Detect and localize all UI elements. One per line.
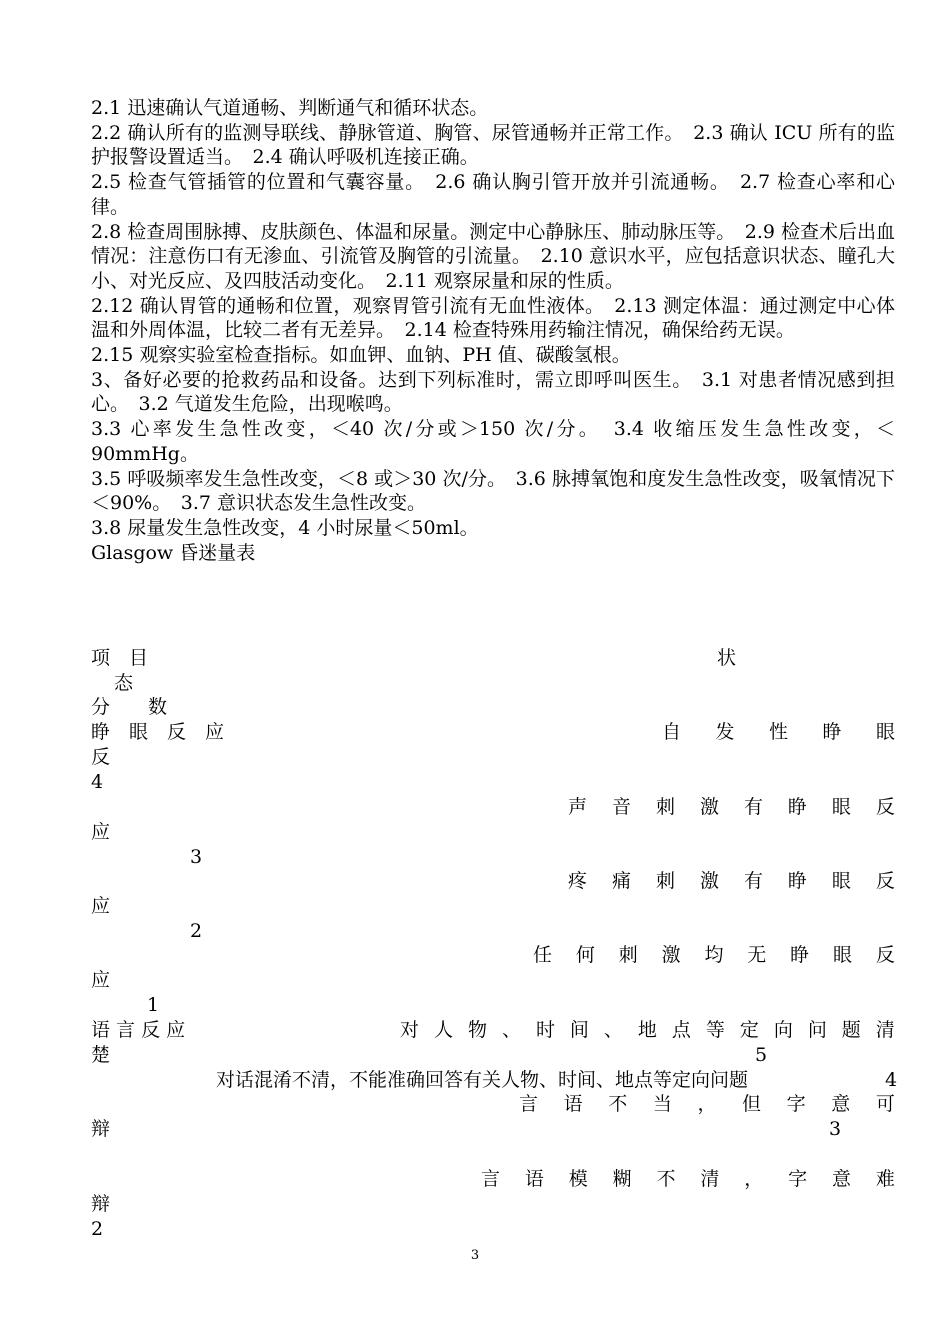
header-item: 项 目 (91, 647, 149, 669)
char: 激 (699, 796, 719, 818)
verbal-category: 语 言 反 应 (91, 1019, 186, 1041)
char: 刺 (618, 944, 638, 966)
eye-option-3-wrap: 应 (91, 895, 111, 917)
char: 反 (875, 870, 895, 892)
char: 字 (788, 1168, 808, 1190)
verbal-option-2-score: 4 (885, 1069, 898, 1091)
char: 睁 (822, 721, 842, 743)
eye-option-2-wrap: 应 (91, 821, 111, 843)
eye-option-1 (662, 720, 895, 744)
char: 发 (715, 721, 735, 743)
paragraph: 3.5 呼吸频率发生急性改变，＜8 或＞30 次/分。 3.6 脉搏氧饱和度发生急性改变，吸氧情况下＜90%。 3.7 意识状态发生急性改变。 (91, 467, 895, 515)
body-text (91, 96, 895, 565)
char: 有 (743, 796, 763, 818)
char: 不 (656, 1168, 676, 1190)
verbal-option-3 (519, 1092, 895, 1116)
eye-option-2-score: 3 (190, 846, 203, 868)
char: 眼 (875, 721, 895, 743)
eye-option-1-wrap: 反 (91, 746, 111, 768)
header-score: 分 数 (91, 696, 168, 718)
char: 眼 (833, 944, 853, 966)
eye-option-3 (568, 869, 895, 893)
verbal-option-4-wrap: 辩 (91, 1193, 111, 1215)
header-status-wrap: 态 (114, 672, 134, 694)
char: 糊 (612, 1168, 632, 1190)
verbal-option-2: 对话混淆不清，不能准确回答有关人物、时间、地点等定向问题 (216, 1069, 749, 1091)
char: 语 (524, 1168, 544, 1190)
paragraph: 3.3 心率发生急性改变，＜40 次/分或＞150 次/分。 3.4 收缩压发生急性改变，＜90mmHg。 (91, 418, 895, 465)
char: 言 (519, 1093, 539, 1115)
char: 清 (875, 1019, 895, 1041)
paragraph: 2.1 迅速确认气道通畅、判断通气和循环状态。 (91, 97, 489, 119)
char: 眼 (831, 796, 851, 818)
char: 眼 (831, 870, 851, 892)
char: 刺 (655, 870, 675, 892)
page-number: 3 (470, 1248, 480, 1263)
char: 有 (743, 870, 763, 892)
char: 意 (832, 1168, 852, 1190)
header-status: 状 (717, 647, 737, 669)
char: 时 (535, 1019, 555, 1041)
char: 字 (786, 1093, 806, 1115)
char: 疼 (568, 870, 588, 892)
paragraph: 3.8 尿量发生急性改变，4 小时尿量＜50ml。 (91, 516, 479, 539)
char: 当 (652, 1093, 672, 1115)
char: 睁 (787, 870, 807, 892)
char: 向 (773, 1019, 793, 1041)
char: 意 (831, 1093, 851, 1115)
char: ， (697, 1093, 717, 1115)
eye-option-4 (533, 943, 895, 967)
char: 间 (569, 1019, 589, 1041)
paragraph: 2.2 确认所有的监测导联线、静脉管道、胸管、尿管通畅并正常工作。 2.3 确认 ICU 所有的监护报警设置适当。 2.4 确认呼吸机连接正确。 (91, 121, 895, 169)
char: 模 (568, 1168, 588, 1190)
char: ， (744, 1168, 764, 1190)
char: 可 (875, 1093, 895, 1115)
char: 、 (603, 1019, 623, 1041)
char: 语 (563, 1093, 583, 1115)
char: 声 (568, 796, 588, 818)
char: 反 (875, 944, 895, 966)
char: 物 (467, 1019, 487, 1041)
eye-option-2 (568, 795, 895, 819)
char: 睁 (787, 796, 807, 818)
char: 自 (662, 721, 682, 743)
verbal-option-4 (481, 1167, 895, 1191)
char: 不 (608, 1093, 628, 1115)
char: 地 (637, 1019, 657, 1041)
table-caption: Glasgow 昏迷量表 (91, 541, 256, 564)
paragraph: 2.8 检查周围脉搏、皮肤颜色、体温和尿量。测定中心静脉压、肺动脉压等。 2.9 检查术后出血情况：注意伤口有无渗血、引流管及胸管的引流量。 2.10 意识水平，应包括意识状态、瞳孔大小、对光反应、及四肢活动变化。 2.11 观察尿量和尿的性质。 (91, 220, 896, 292)
paragraph: 2.15 观察实验室检查指标。如血钾、血钠、PH 值、碳酸氢根。 (91, 344, 631, 367)
char: 性 (768, 721, 788, 743)
char: 清 (700, 1168, 720, 1190)
char: 何 (575, 944, 595, 966)
paragraph: 3、备好必要的抢救药品和设备。达到下列标准时，需立即呼叫医生。 3.1 对患者情况感到担心。 3.2 气道发生危险，出现喉鸣。 (91, 368, 895, 416)
char: 定 (739, 1019, 759, 1041)
verbal-option-4-score: 2 (91, 1218, 104, 1240)
char: 刺 (655, 796, 675, 818)
char: 无 (747, 944, 767, 966)
char: 任 (533, 944, 553, 966)
char: 激 (661, 944, 681, 966)
char: 激 (699, 870, 719, 892)
verbal-option-1 (400, 1018, 895, 1042)
eye-option-3-score: 2 (190, 920, 203, 942)
char: 对 (400, 1019, 420, 1041)
char: 等 (705, 1019, 725, 1041)
char: 睁 (790, 944, 810, 966)
eye-option-4-score: 1 (147, 994, 160, 1016)
paragraph: 2.12 确认胃管的通畅和位置，观察胃管引流有无血性液体。 2.13 测定体温：通过测定中心体温和外周体温，比较二者有无差异。 2.14 检查特殊用药输注情况，确保给药无误。 (91, 294, 895, 342)
verbal-option-3-score: 3 (829, 1118, 842, 1140)
eye-option-1-score: 4 (91, 771, 104, 793)
char: 、 (501, 1019, 521, 1041)
verbal-option-1-wrap: 楚 (91, 1044, 111, 1066)
verbal-option-1-score: 5 (755, 1044, 768, 1066)
verbal-option-3-wrap: 辩 (91, 1118, 111, 1140)
char: 音 (611, 796, 631, 818)
char: 题 (841, 1019, 861, 1041)
char: 点 (671, 1019, 691, 1041)
char: 言 (481, 1168, 501, 1190)
eye-option-4-wrap: 应 (91, 969, 111, 991)
char: 但 (742, 1093, 762, 1115)
char: 人 (433, 1019, 453, 1041)
char: 难 (875, 1168, 895, 1190)
eye-category: 睁 眼 反 应 (91, 721, 225, 743)
char: 均 (704, 944, 724, 966)
char: 反 (875, 796, 895, 818)
paragraph: 2.5 检查气管插管的位置和气囊容量。 2.6 确认胸引管开放并引流通畅。 2.7 检查心率和心律。 (91, 171, 895, 218)
char: 问 (807, 1019, 827, 1041)
char: 痛 (611, 870, 631, 892)
